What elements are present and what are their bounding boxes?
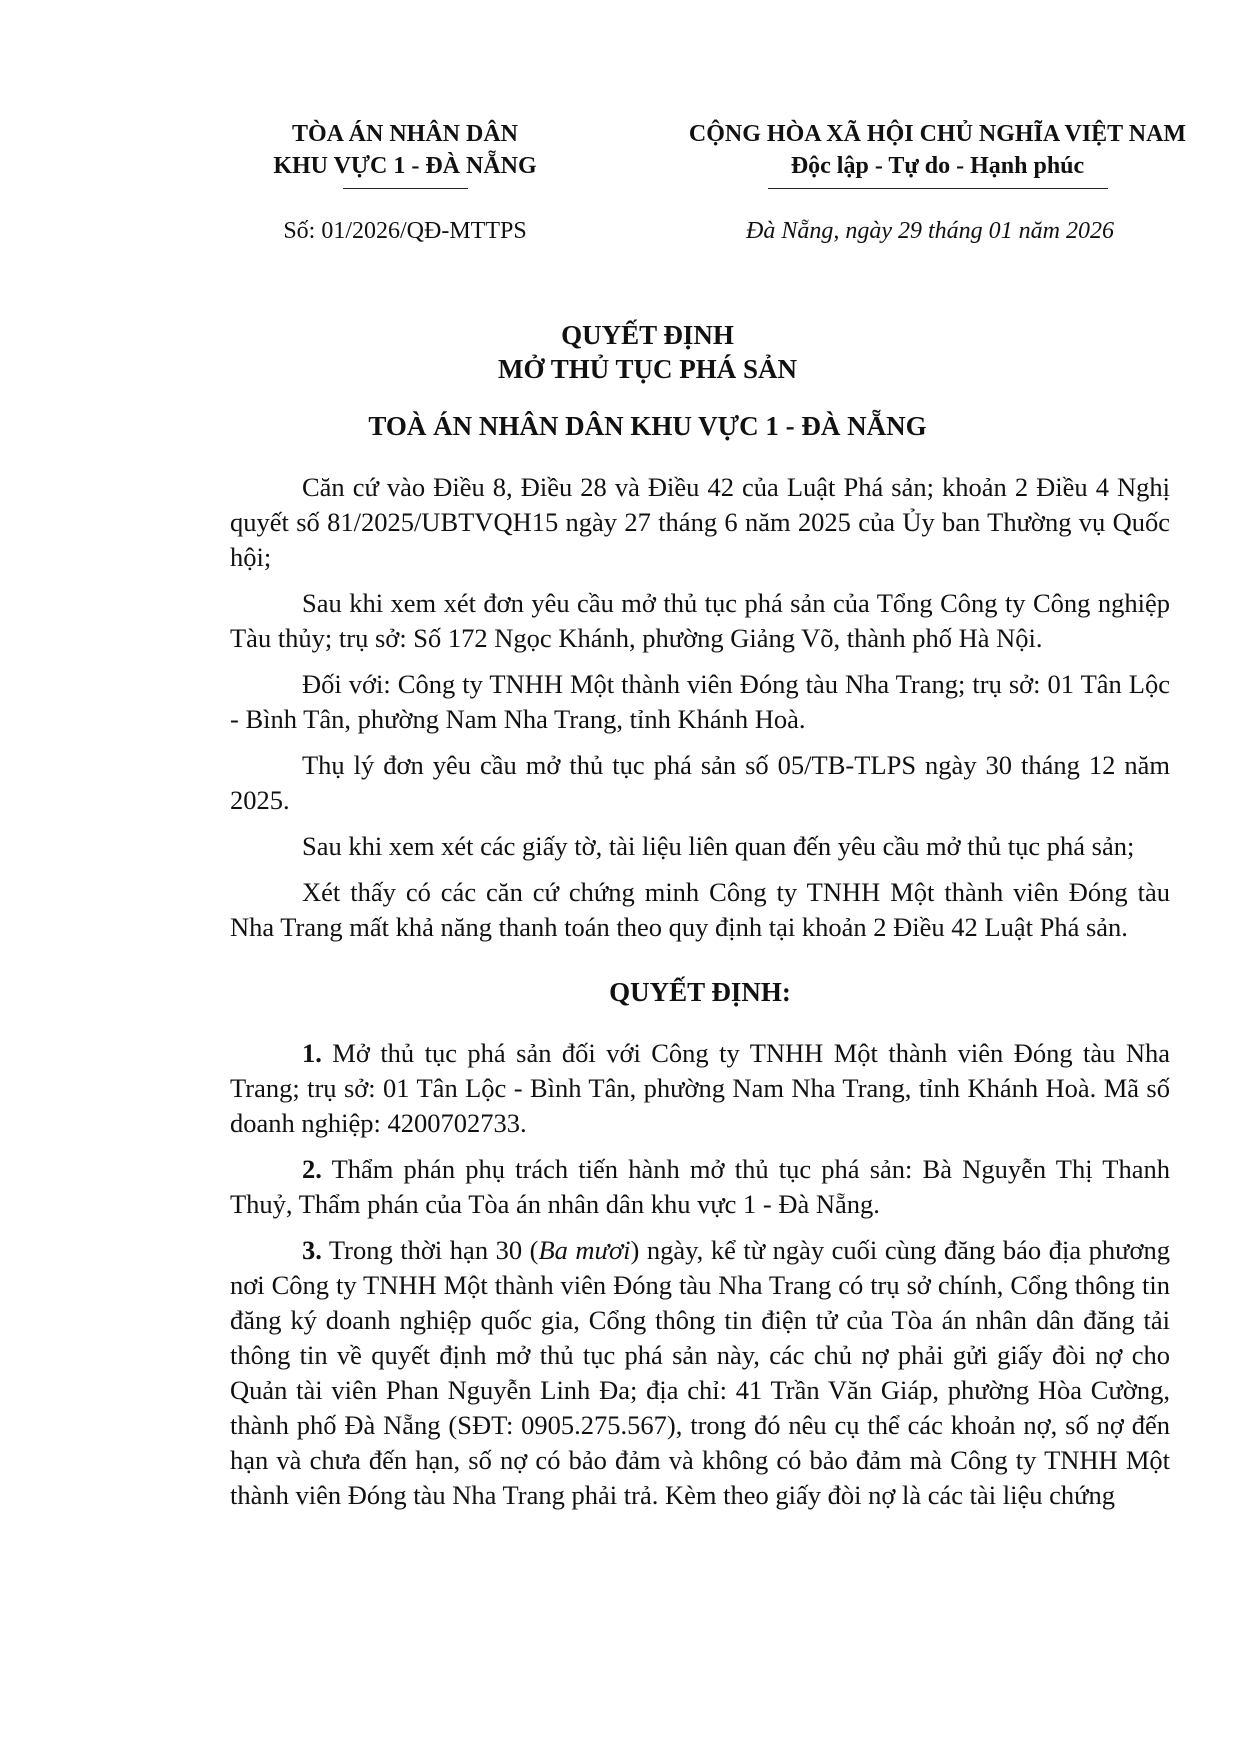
preamble-paragraph: Xét thấy có các căn cứ chứng minh Công ty TNHH Một thành viên Đóng tàu Nha Trang mất khả năng thanh toán theo quy định tại khoản 2 Điều 42 Luật Phá sản. <box>230 877 1170 942</box>
court-heading: TOÀ ÁN NHÂN DÂN KHU VỰC 1 - ĐÀ NẴNG <box>368 411 927 441</box>
decision-heading: QUYẾT ĐỊNH: <box>609 977 791 1007</box>
article-paragraph <box>230 1036 1170 1141</box>
authority-underline <box>343 188 468 189</box>
title-line-2: MỞ THỦ TỤC PHÁ SẢN <box>497 354 798 384</box>
country-name: CỘNG HÒA XÃ HỘI CHỦ NGHĨA VIỆT NAM <box>688 121 1187 147</box>
article-text: Thẩm phán phụ trách tiến hành mở thủ tục phá sản: Bà Nguyễn Thị Thanh Thuỷ, Thẩm phán của Tòa án nhân dân khu vực 1 - Đà Nẵng. <box>230 1154 1170 1219</box>
preamble-paragraph: Sau khi xem xét các giấy tờ, tài liệu liên quan đến yêu cầu mở thủ tục phá sản; <box>302 831 1135 861</box>
document-number: Số: 01/2026/QĐ-MTTPS <box>283 218 527 244</box>
authority-region: KHU VỰC 1 - ĐÀ NẴNG <box>273 153 537 179</box>
preamble-paragraph: Căn cứ vào Điều 8, Điều 28 và Điều 42 của Luật Phá sản; khoản 2 Điều 4 Nghị quyết số 81/2025/UBTVQH15 ngày 27 tháng 6 năm 2025 của Ủy ban Thường vụ Quốc hội; <box>230 472 1170 572</box>
document-body <box>230 470 1170 1524</box>
article-paragraph <box>230 1152 1170 1222</box>
article-number: 3. <box>302 1235 322 1265</box>
article-text: Mở thủ tục phá sản đối với Công ty TNHH Một thành viên Đóng tàu Nha Trang; trụ sở: 01 Tân Lộc - Bình Tân, phường Nam Nha Trang, tỉnh Khánh Hoà. Mã số doanh nghiệp: 4200702733. <box>230 1038 1170 1138</box>
title-line-1: QUYẾT ĐỊNH <box>561 320 734 350</box>
national-motto <box>655 118 1220 189</box>
authority-name: TÒA ÁN NHÂN DÂN <box>291 121 518 147</box>
motto-line: Độc lập - Tự do - Hạnh phúc <box>790 153 1085 179</box>
document-title <box>230 318 1065 386</box>
article-number: 2. <box>302 1154 322 1184</box>
article-text: ) ngày, kể từ ngày cuối cùng đăng báo địa phương nơi Công ty TNHH Một thành viên Đóng tàu Nha Trang có trụ sở chính, Cổng thông tin đăng ký doanh nghiệp quốc gia, Cổng thông tin điện tử của Tòa án nhân dân đăng tải thông tin về quyết định mở thủ tục phá sản này, các chủ nợ phải gửi giấy đòi nợ cho Quản tài viên Phan Nguyễn Linh Đa; địa chỉ: 41 Trần Văn Giáp, phường Hòa Cường, thành phố Đà Nẵng (SĐT: 0905.275.567), trong đó nêu cụ thể các khoản nợ, số nợ đến hạn và chưa đến hạn, số nợ có bảo đảm và không có bảo đảm mà Công ty TNHH Một thành viên Đóng tàu Nha Trang phải trả. Kèm theo giấy đòi nợ là các tài liệu chứng <box>230 1235 1170 1510</box>
issuing-authority <box>230 118 580 189</box>
article-paragraph <box>230 1233 1170 1513</box>
article-text: Trong thời hạn 30 ( <box>321 1235 539 1265</box>
preamble-paragraph: Thụ lý đơn yêu cầu mở thủ tục phá sản số 05/TB-TLPS ngày 30 tháng 12 năm 2025. <box>230 750 1170 815</box>
motto-underline <box>768 188 1108 189</box>
preamble-paragraph: Sau khi xem xét đơn yêu cầu mở thủ tục phá sản của Tổng Công ty Công nghiệp Tàu thủy; trụ sở: Số 172 Ngọc Khánh, phường Giảng Võ, thành phố Hà Nội. <box>230 588 1170 653</box>
article-text-italic: Ba mươi <box>538 1235 631 1265</box>
document-date: Đà Nẵng, ngày 29 tháng 01 năm 2026 <box>746 218 1114 244</box>
preamble-paragraph: Đối với: Công ty TNHH Một thành viên Đóng tàu Nha Trang; trụ sở: 01 Tân Lộc - Bình Tân, phường Nam Nha Trang, tỉnh Khánh Hoà. <box>230 669 1170 734</box>
article-number: 1. <box>302 1038 322 1068</box>
